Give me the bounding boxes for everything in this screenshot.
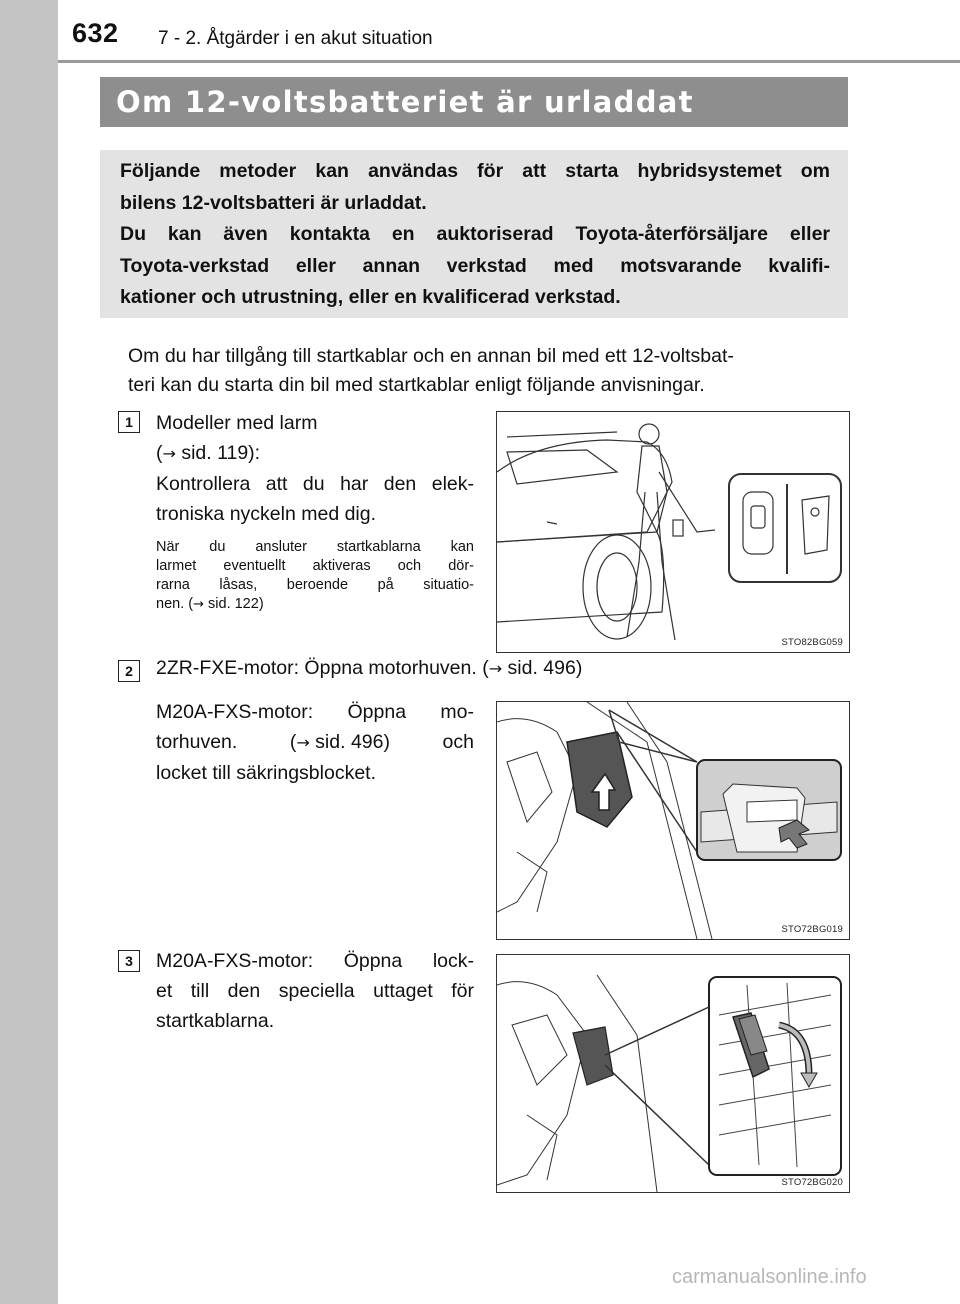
- arrow-right-icon: →: [162, 444, 176, 463]
- engine-bay-illustration: [497, 702, 849, 939]
- step-1-note: [156, 538, 474, 614]
- car-and-person-illustration: [497, 412, 849, 652]
- step-number-1: 1: [118, 411, 140, 433]
- intro-text: [120, 156, 830, 314]
- page-number: 632: [72, 18, 119, 48]
- terminal-cover-illustration: [497, 955, 849, 1192]
- page-title: Om 12-voltsbatteriet är urladdat: [116, 85, 694, 119]
- lead-line: Om du har tillgång till startkablar och en annan bil med ett 12-voltsbat-: [128, 345, 734, 367]
- step-3-text: [156, 946, 474, 1036]
- page-side-bar: [0, 0, 58, 1304]
- lead-paragraph: [128, 342, 848, 400]
- arrow-right-icon: →: [488, 659, 503, 678]
- step-1-line: Kontrollera att du har den elek-: [156, 473, 474, 495]
- step-2-text: [156, 697, 474, 788]
- intro-box: [100, 150, 848, 318]
- header-rule: [58, 60, 960, 63]
- figure-person-with-key: [496, 411, 850, 653]
- step-number-3: 3: [118, 950, 140, 972]
- arrow-right-icon: →: [296, 733, 310, 752]
- watermark: carmanualsonline.info: [672, 1266, 867, 1288]
- section-title: 7 - 2. Åtgärder i en akut situation: [158, 28, 433, 49]
- step-1-text: [156, 408, 474, 529]
- figure-fuse-block: [496, 701, 850, 940]
- arrow-right-icon: →: [193, 597, 204, 612]
- note-line: rarna låsas, beroende på situatio-: [156, 577, 474, 593]
- figure-caption: STO72BG020: [781, 1177, 843, 1188]
- step-1-line: troniska nyckeln med dig.: [156, 503, 377, 525]
- figure-caption: STO82BG059: [781, 637, 843, 648]
- intro-line: kationer och utrustning, eller en kvalificerad verkstad.: [120, 286, 621, 308]
- step-1-line: Modeller med larm: [156, 412, 318, 434]
- figure-jumper-terminal: [496, 954, 850, 1193]
- note-ref-line: nen. (→ sid. 122): [156, 596, 264, 612]
- figure-caption: STO72BG019: [781, 924, 843, 935]
- step-3-line: et till den speciella uttaget för: [156, 980, 474, 1002]
- note-line: När du ansluter startkablarna kan: [156, 539, 474, 555]
- intro-line: Följande metoder kan användas för att starta hybridsystemet om: [120, 160, 830, 182]
- step-2-line: M20A-FXS-motor: Öppna mo-: [156, 701, 474, 723]
- step-number-2: 2: [118, 660, 140, 682]
- step-2-intro-line: 2ZR-FXE-motor: Öppna motorhuven. (→ sid. 496): [156, 657, 583, 679]
- title-banner: [100, 77, 848, 127]
- intro-line: Toyota-verkstad eller annan verkstad med motsvarande kvalifi-: [120, 254, 830, 277]
- note-line: larmet eventuellt aktiveras och dör-: [156, 558, 474, 574]
- intro-line: Du kan även kontakta en auktoriserad Toyota-återförsäljare eller: [120, 223, 830, 245]
- intro-line: bilens 12-voltsbatteri är urladdat.: [120, 191, 427, 214]
- step-2-line: locket till säkringsblocket.: [156, 762, 377, 784]
- step-1-ref-line: (→ sid. 119):: [156, 442, 261, 464]
- lead-line: teri kan du starta din bil med startkablar enligt följande anvisningar.: [128, 374, 705, 396]
- step-3-line: startkablarna.: [156, 1010, 275, 1032]
- step-3-line: M20A-FXS-motor: Öppna lock-: [156, 950, 474, 972]
- step-2-ref-line: torhuven. (→ sid. 496) och: [156, 731, 474, 753]
